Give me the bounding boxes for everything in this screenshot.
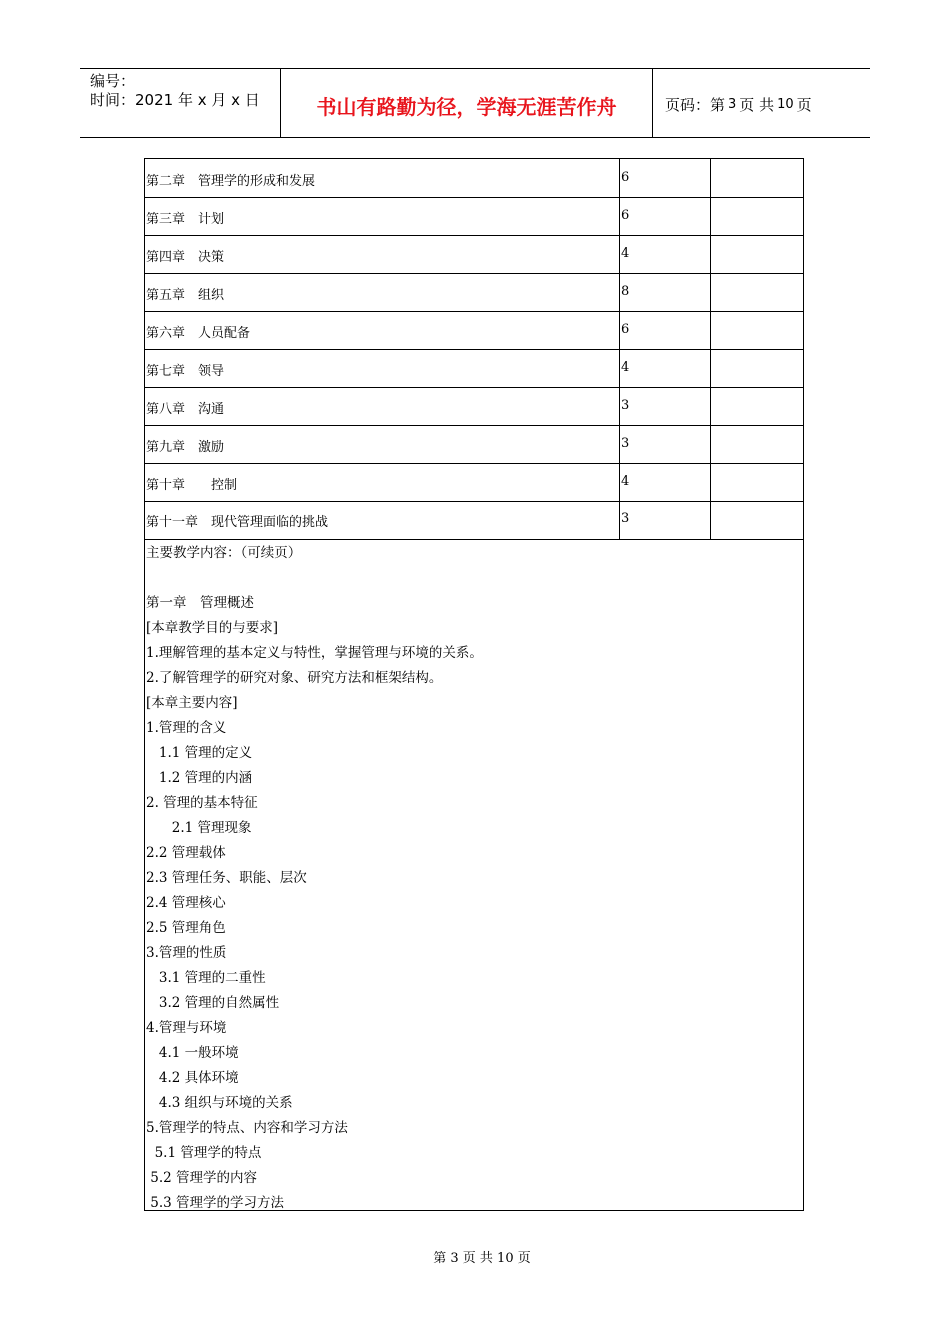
content-line: 2.了解管理学的研究对象、研究方法和框架结构。 [146,670,443,686]
hours-cell: 3 [621,398,630,413]
table-row [145,159,803,198]
content-line: [本章主要内容] [146,695,238,711]
content-line: 4.3 组织与环境的关系 [146,1095,293,1111]
hours-cell: 4 [621,474,630,489]
table-row [145,311,803,350]
hours-cell: 3 [621,436,630,451]
content-line: 3.1 管理的二重性 [146,970,266,986]
hours-cell: 8 [621,284,630,299]
page-footer: 第 3 页 共 10 页 [433,1251,531,1266]
page-current: 3 [728,96,737,112]
content-line: 3.管理的性质 [146,945,227,961]
page-prefix: 页码：第 [665,95,726,114]
content-line: 4.1 一般环境 [146,1045,239,1061]
table-row [145,197,803,236]
header-page-number [653,69,870,137]
chapter-cell: 第二章 管理学的形成和发展 [146,174,316,189]
page-header [80,68,870,138]
page-suffix: 页 [796,95,812,114]
table-row [145,273,803,312]
content-line: 1.1 管理的定义 [146,745,253,761]
chapter-cell: 第六章 人员配备 [146,326,251,341]
content-line: 第一章 管理概述 [146,595,254,611]
content-line: [本章教学目的与要求] [146,620,279,636]
content-line: 5.3 管理学的学习方法 [146,1195,285,1211]
number-label: 编号： [90,72,136,90]
page-mid: 页 共 [739,95,775,114]
content-line: 4.2 具体环境 [146,1070,239,1086]
content-line: 2.5 管理角色 [146,920,226,936]
content-line: 5.1 管理学的特点 [146,1145,262,1161]
content-line: 5.管理学的特点、内容和学习方法 [146,1120,348,1136]
table-row [145,349,803,388]
chapter-cell: 第九章 激励 [146,440,225,455]
chapter-cell: 第八章 沟通 [146,402,225,417]
teaching-content [146,541,796,1216]
hours-cell: 3 [621,511,630,526]
content-line: 2.2 管理载体 [146,845,226,861]
content-heading: 主要教学内容：（可续页） [146,545,302,561]
content-line: 2. 管理的基本特征 [146,795,258,811]
table-row [145,387,803,426]
chapter-cell: 第七章 领导 [146,364,225,379]
content-line: 1.理解管理的基本定义与特性，掌握管理与环境的关系。 [146,645,483,661]
table-row [145,425,803,464]
chapter-cell: 第五章 组织 [146,288,225,303]
hours-cell: 4 [621,246,630,261]
header-meta [80,69,281,137]
syllabus-table [144,158,804,1211]
time-label: 时间：2021 年 x 月 x 日 [90,91,260,109]
content-line: 1.管理的含义 [146,720,227,736]
chapter-cell: 第四章 决策 [146,250,225,265]
content-line [146,566,796,591]
content-line: 1.2 管理的内涵 [146,770,253,786]
content-line: 2.3 管理任务、职能、层次 [146,870,307,886]
page-total: 10 [777,96,794,112]
table-row [145,463,803,502]
hours-cell: 6 [621,170,630,185]
table-row [145,501,803,540]
content-line: 2.4 管理核心 [146,895,226,911]
hours-cell: 6 [621,208,630,223]
chapter-cell: 第十章 控制 [146,478,238,493]
content-line: 4.管理与环境 [146,1020,227,1036]
hours-cell: 4 [621,360,630,375]
content-line: 2.1 管理现象 [146,820,252,836]
content-line: 3.2 管理的自然属性 [146,995,280,1011]
chapter-cell: 第十一章 现代管理面临的挑战 [146,515,329,530]
content-line: 5.2 管理学的内容 [146,1170,258,1186]
table-row [145,235,803,274]
chapter-cell: 第三章 计划 [146,212,225,227]
header-motto: 书山有路勤为径，学海无涯苦作舟 [281,69,653,137]
hours-cell: 6 [621,322,630,337]
